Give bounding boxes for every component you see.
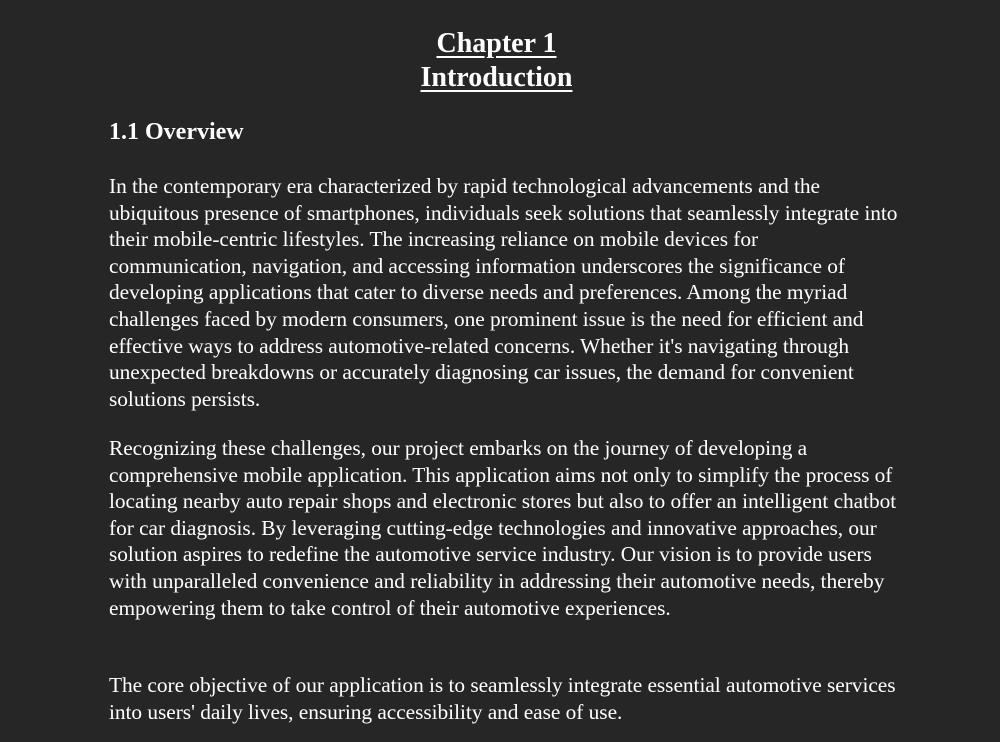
paragraph: Recognizing these challenges, our project embarks on the journey of developing a comprehensive mobile application. This application aims not only to simplify the process of locating nearby auto repair shops and electronic stores but also to offer an intelligent chatbot for car diagnosis. By leveraging cutting-edge technologies and innovative approaches, our solution aspires to redefine the automotive service industry. Our vision is to provide users with unparalleled convenience and reliability in addressing their automotive needs, thereby empowering them to take control of their automotive experiences. (109, 436, 897, 620)
section-title: 1.1 Overview (109, 119, 244, 145)
paragraph: The core objective of our application is to seamlessly integrate essential automotive services into users' daily lives, ensuring accessibility and ease of use. (109, 673, 896, 724)
chapter-number: Chapter 1 (436, 28, 557, 59)
chapter-title: Introduction (420, 62, 573, 93)
paragraph: In the contemporary era characterized by rapid technological advancements and the ubiquitous presence of smartphones, individuals seek solutions that seamlessly integrate into their mobile-centric lifestyles. The increasing reliance on mobile devices for communication, navigation, and accessing information underscores the significance of developing applications that cater to diverse needs and preferences. Among the myriad challenges faced by modern consumers, one prominent issue is the need for efficient and effective ways to address automotive-related concerns. Whether it's navigating through unexpected breakdowns or accurately diagnosing car issues, the demand for convenient solutions persists. (109, 174, 898, 411)
chapter-heading (0, 27, 993, 95)
